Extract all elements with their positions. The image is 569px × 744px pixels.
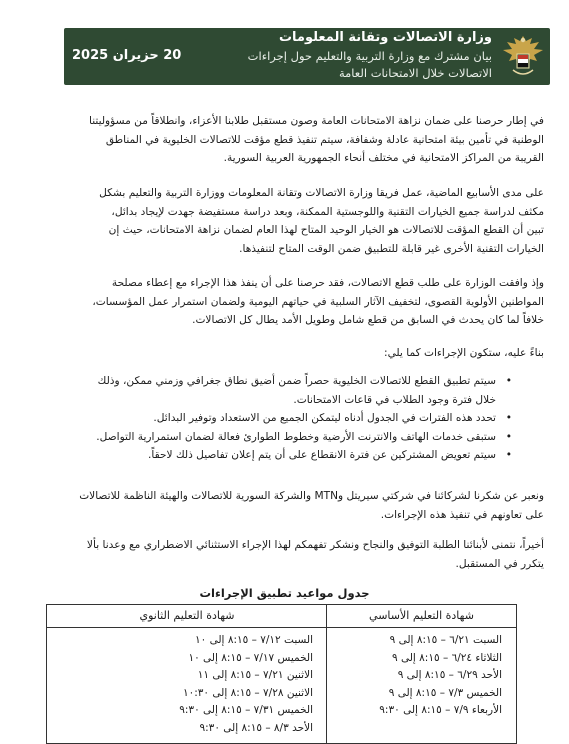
header-banner [64,28,550,85]
thanks-line: ونعبر عن شكرنا لشركائنا في شركتي سيريتل وMTN والشركة السورية للاتصالات والهيئة الناظمة للاتصالات [79,490,544,502]
intro-line: في إطار حرصنا على ضمان نزاهة الامتحانات العامة وصون مستقبل طلابنا الأعزاء، وانطلاقاً من مسؤوليتنا [89,115,544,127]
approval-line: خلافاً لما كان يحدث في السابق من قطع شامل وطويل الأمد يطال كل الاتصالات. [192,314,544,326]
schedule-row: الاثنين ٧/٢١ – ٨:١٥ إلى ١١ [197,669,313,681]
basic-education-rows [327,628,516,720]
study-line: تبين أن القطع المؤقت للاتصالات هو الخيار الوحيد المتاح لهذا العام لضمان نزاهة الامتحانات، حيث إن [108,224,544,236]
schedule-title: جدول مواعيد تطبيق الإجراءات [199,586,370,600]
schedule-table [46,604,517,744]
basic-education-column [326,605,516,743]
secondary-education-heading: شهادة التعليم الثانوي [47,605,327,628]
study-line: مكثف لدراسة جميع الخيارات التقنية واللوجستية الممكنة، وبعد دراسة مستفيضة جهدت لإيجاد بدائل، [111,205,544,218]
list-item [46,372,516,409]
intro-line: القريبة من المراكز الامتحانية في مختلف أنحاء الجمهورية العربية السورية. [223,152,544,164]
bullet-icon: • [505,430,512,443]
study-paragraph [46,184,544,258]
schedule-row: الثلاثاء ٦/٢٤ – ٨:١٥ إلى ٩ [391,651,502,664]
list-item-line: خلال فترة وجود الطلاب في قاعات الامتحانات. [293,393,496,406]
list-item [46,446,516,465]
schedule-row: الأحد ٦/٢٩ – ٨:١٥ إلى ٩ [397,669,502,681]
schedule-row: الأحد ٨/٣ – ٨:١٥ إلى ٩:٣٠ [199,721,313,734]
schedule-row: الأربعاء ٧/٩ – ٨:١٥ إلى ٩:٣٠ [379,704,502,716]
bullet-icon: • [505,449,512,461]
basic-education-heading: شهادة التعليم الأساسي [327,605,516,628]
thanks-paragraph [46,487,544,524]
list-item-line: ستبقى خدمات الهاتف والانترنت الأرضية وخطوط الطوارئ فعالة لضمان استمرارية التواصل. [96,430,496,443]
secondary-education-column [47,605,327,743]
statement-date: 20 حزيران 2025 [72,48,182,63]
bullet-icon: • [505,412,512,424]
bullet-icon: • [505,375,512,387]
syrian-eagle-emblem-icon [501,32,545,81]
schedule-row: الخميس ٧/٣ – ٨:١٥ إلى ٩ [388,686,502,699]
procedures-intro-line: بناءً عليه، ستكون الإجراءات كما يلي: [384,347,544,359]
secondary-education-rows [47,628,327,737]
list-item-line: سيتم تعويض المشتركين عن فترة الانقطاع على أن يتم إعلان تفاصيل ذلك لاحقاً. [148,449,496,461]
schedule-row: الخميس ٧/١٧ – ٨:١٥ إلى ١٠ [188,651,313,664]
schedule-row: الخميس ٧/٣١ – ٨:١٥ إلى ٩:٣٠ [179,704,313,716]
intro-line: الوطنية في تأمين بيئة امتحانية عادلة وشفافة، سيتم تنفيذ قطع مؤقت للاتصالات الخليوية في المناطق [105,133,544,146]
intro-paragraph [46,112,544,168]
closing-paragraph [46,536,544,573]
ministry-title: وزارة الاتصالات وتقانة المعلومات [278,30,492,45]
list-item [46,428,516,447]
list-item-line: سيتم تطبيق القطع للاتصالات الخليوية حصراً ضمن أضيق نطاق جغرافي وزمني ممكن، وذلك [97,375,496,387]
list-item-line: تحدد هذه الفترات في الجدول أدناه ليتمكن الجميع من الاستعداد وتوفير البدائل. [153,412,496,424]
schedule-row: الاثنين ٧/٢٨ – ٨:١٥ إلى ١٠:٣٠ [182,686,313,699]
study-line: على مدى الأسابيع الماضية، عمل فريقا وزارة الاتصالات وتقانة المعلومات ووزارة التربية والتعليم بشكل [99,187,544,199]
procedures-intro [46,344,544,363]
approval-paragraph [46,274,544,330]
list-item [46,409,516,428]
approval-line: المواطنين الأولوية القصوى، لتخفيف الآثار السلبية في حياتهم اليومية ولضمان استمرار عمل المؤسسات، [92,295,544,308]
procedures-list [46,372,516,465]
closing-line: يتكرر في المستقبل. [455,557,544,570]
thanks-line: على تعاونهم في تنفيذ هذه الإجراءات. [380,508,544,521]
study-line: الخيارات التقنية الأخرى غير قابلة للتطبيق ضمن الوقت المتاح لتنفيذها. [239,242,544,255]
schedule-row: السبت ٦/٢١ – ٨:١٥ إلى ٩ [389,634,502,646]
schedule-row: السبت ٧/١٢ – ٨:١٥ إلى ١٠ [194,634,313,646]
statement-subtitle-line1: بيان مشترك مع وزارة التربية والتعليم حول إجراءات [247,49,492,63]
statement-subtitle-line2: الاتصالات خلال الامتحانات العامة [338,66,492,80]
approval-line: وإذ وافقت الوزارة على طلب قطع الاتصالات، فقد حرصنا على أن ينفذ هذا الإجراء مع إعطاء مصلحة [111,277,544,289]
closing-line: أخيراً، نتمنى لأبنائنا الطلبة التوفيق والنجاح ونشكر تفهمكم لهذا الإجراء الاستثنائي الاضطراري مع وعدنا بألا [86,539,544,551]
